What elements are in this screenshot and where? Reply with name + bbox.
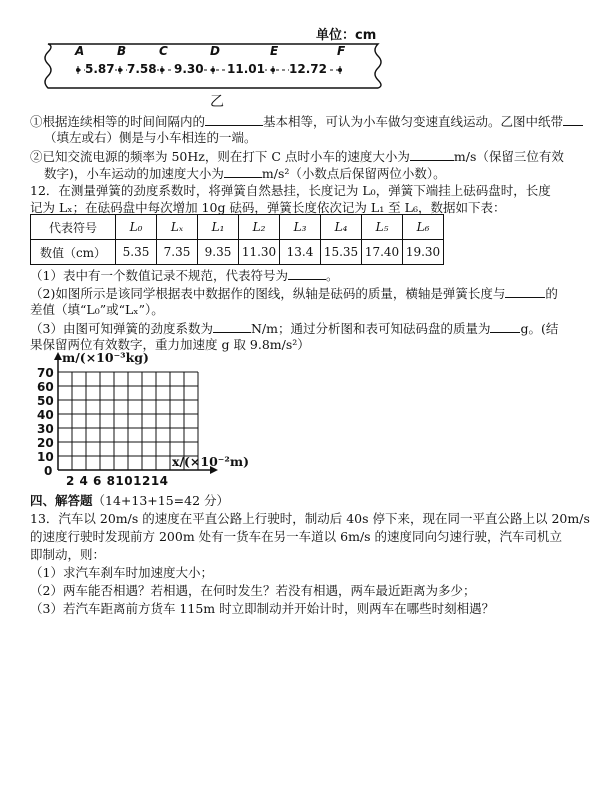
figure-label: 乙 xyxy=(210,94,224,110)
graph-x-axis-title: x/(×10⁻²m) xyxy=(172,454,250,469)
q12-sub3-line2: 果保留两位有效数字，重力加速度 g 取 9.8m/s²） xyxy=(30,337,310,352)
q13-sub2: （2）两车能否相遇？若相遇，在何时发生？若没有相遇，两车最近距离为多少； xyxy=(30,583,476,598)
table-cell: 7.35 xyxy=(157,240,198,265)
table-symbol: L₀ xyxy=(116,215,157,240)
table-cell: 19.30 xyxy=(403,240,444,265)
graph-y-tick: 10 xyxy=(37,450,54,464)
q12-sub3-line1: （3）由图可知弹簧的劲度系数为 N/m；通过分析图和表可知砝码盘的质量为 g。(结 xyxy=(30,321,559,336)
tape-point-a: A xyxy=(75,44,85,58)
tape-point-e: E xyxy=(270,44,279,58)
tape-unit-label: 单位：cm xyxy=(316,28,377,43)
table-row xyxy=(31,215,444,240)
section-4-heading: 四、解答题（14+13+15=42 分） xyxy=(30,493,230,508)
tape-segment-de: 11.01 xyxy=(227,62,265,76)
tape-point-c: C xyxy=(159,44,168,58)
q13-line3: 即制动，则： xyxy=(30,547,106,562)
graph-y-tick: 40 xyxy=(37,408,54,422)
q12-sub2-line1: （2)如图所示是该同学根据表中数据作的图线，纵轴是砝码的质量，横轴是弹簧长度与 的 xyxy=(30,286,558,301)
graph-y-tick: 0 xyxy=(44,464,53,478)
q12-sub1: （1）表中有一个数值记录不规范，代表符号为 。 xyxy=(30,268,339,283)
tape-point-f: F xyxy=(337,44,346,58)
table-symbol: L₂ xyxy=(239,215,280,240)
q11-line3: ②已知交流电源的频率为 50Hz，则在打下 C 点时小车的速度大小为 m/s（保留三位有效 xyxy=(30,149,564,164)
q12-sub2-line2: 差值（填“L₀”或“Lₓ”）。 xyxy=(30,302,164,317)
table-symbol: L₃ xyxy=(280,215,321,240)
table-row xyxy=(31,240,444,265)
graph-y-axis-title: m/(×10⁻³kg) xyxy=(62,350,149,365)
q12-intro-line2: 记为 Lₓ；在砝码盘中每次增加 10g 砝码，弹簧长度依次记为 L₁ 至 L₆，数据如下表： xyxy=(30,200,506,215)
table-cell: 5.35 xyxy=(116,240,157,265)
graph-y-tick: 20 xyxy=(37,436,54,450)
q11-line2: （填左或右）侧是与小车相连的一端。 xyxy=(44,130,257,145)
graph-y-tick: 70 xyxy=(37,366,54,380)
q13-line2: 的速度行驶时发现前方 200m 处有一货车在另一车道以 6m/s 的速度同向匀速行驶，汽车司机立 xyxy=(30,529,563,544)
graph-y-tick: 30 xyxy=(37,422,54,436)
graph-y-tick: 60 xyxy=(37,380,54,394)
graph-x-ticks: 2 4 6 8101214 xyxy=(66,474,169,488)
q11-line1: ①根据连续相等的时间间隔内的 基本相等，可认为小车做匀变速直线运动。乙图中纸带 xyxy=(30,113,583,130)
tape-segment-ab: 5.87 xyxy=(85,62,115,76)
table-cell: 17.40 xyxy=(362,240,403,265)
q13-sub1: （1）求汽车刹车时加速度大小； xyxy=(30,565,213,580)
table-cell: 15.35 xyxy=(321,240,362,265)
tape-segment-ef: 12.72 xyxy=(289,62,327,76)
table-symbol: Lₓ xyxy=(157,215,198,240)
q13-sub3: （3）若汽车距离前方货车 115m 时立即制动并开始计时，则两车在哪些时刻相遇？ xyxy=(30,601,495,616)
table-symbol: L₄ xyxy=(321,215,362,240)
spring-data-table xyxy=(30,214,444,265)
q12-intro-line1: 12．在测量弹簧的劲度系数时，将弹簧自然悬挂，长度记为 L₀，弹簧下端挂上砝码盘时，长度 xyxy=(30,183,551,198)
table-cell: 9.35 xyxy=(198,240,239,265)
table-cell: 13.4 xyxy=(280,240,321,265)
table-symbol: L₅ xyxy=(362,215,403,240)
q11-line4: 数字)，小车运动的加速度大小为 m/s²（小数点后保留两位小数）。 xyxy=(44,166,446,181)
tape-point-d: D xyxy=(210,44,220,58)
table-header-label: 代表符号 xyxy=(31,215,116,240)
table-symbol: L₁ xyxy=(198,215,239,240)
tape-segment-cd: 9.30 xyxy=(174,62,204,76)
table-row-label: 数值（cm） xyxy=(31,240,116,265)
table-symbol: L₆ xyxy=(403,215,444,240)
q13-line1: 13．汽车以 20m/s 的速度在平直公路上行驶时，制动后 40s 停下来，现在同一平直公路上以 20m/s xyxy=(30,511,590,526)
graph-y-tick: 50 xyxy=(37,394,54,408)
tape-point-b: B xyxy=(117,44,127,58)
tape-segment-bc: 7.58 xyxy=(127,62,157,76)
table-cell: 11.30 xyxy=(239,240,280,265)
